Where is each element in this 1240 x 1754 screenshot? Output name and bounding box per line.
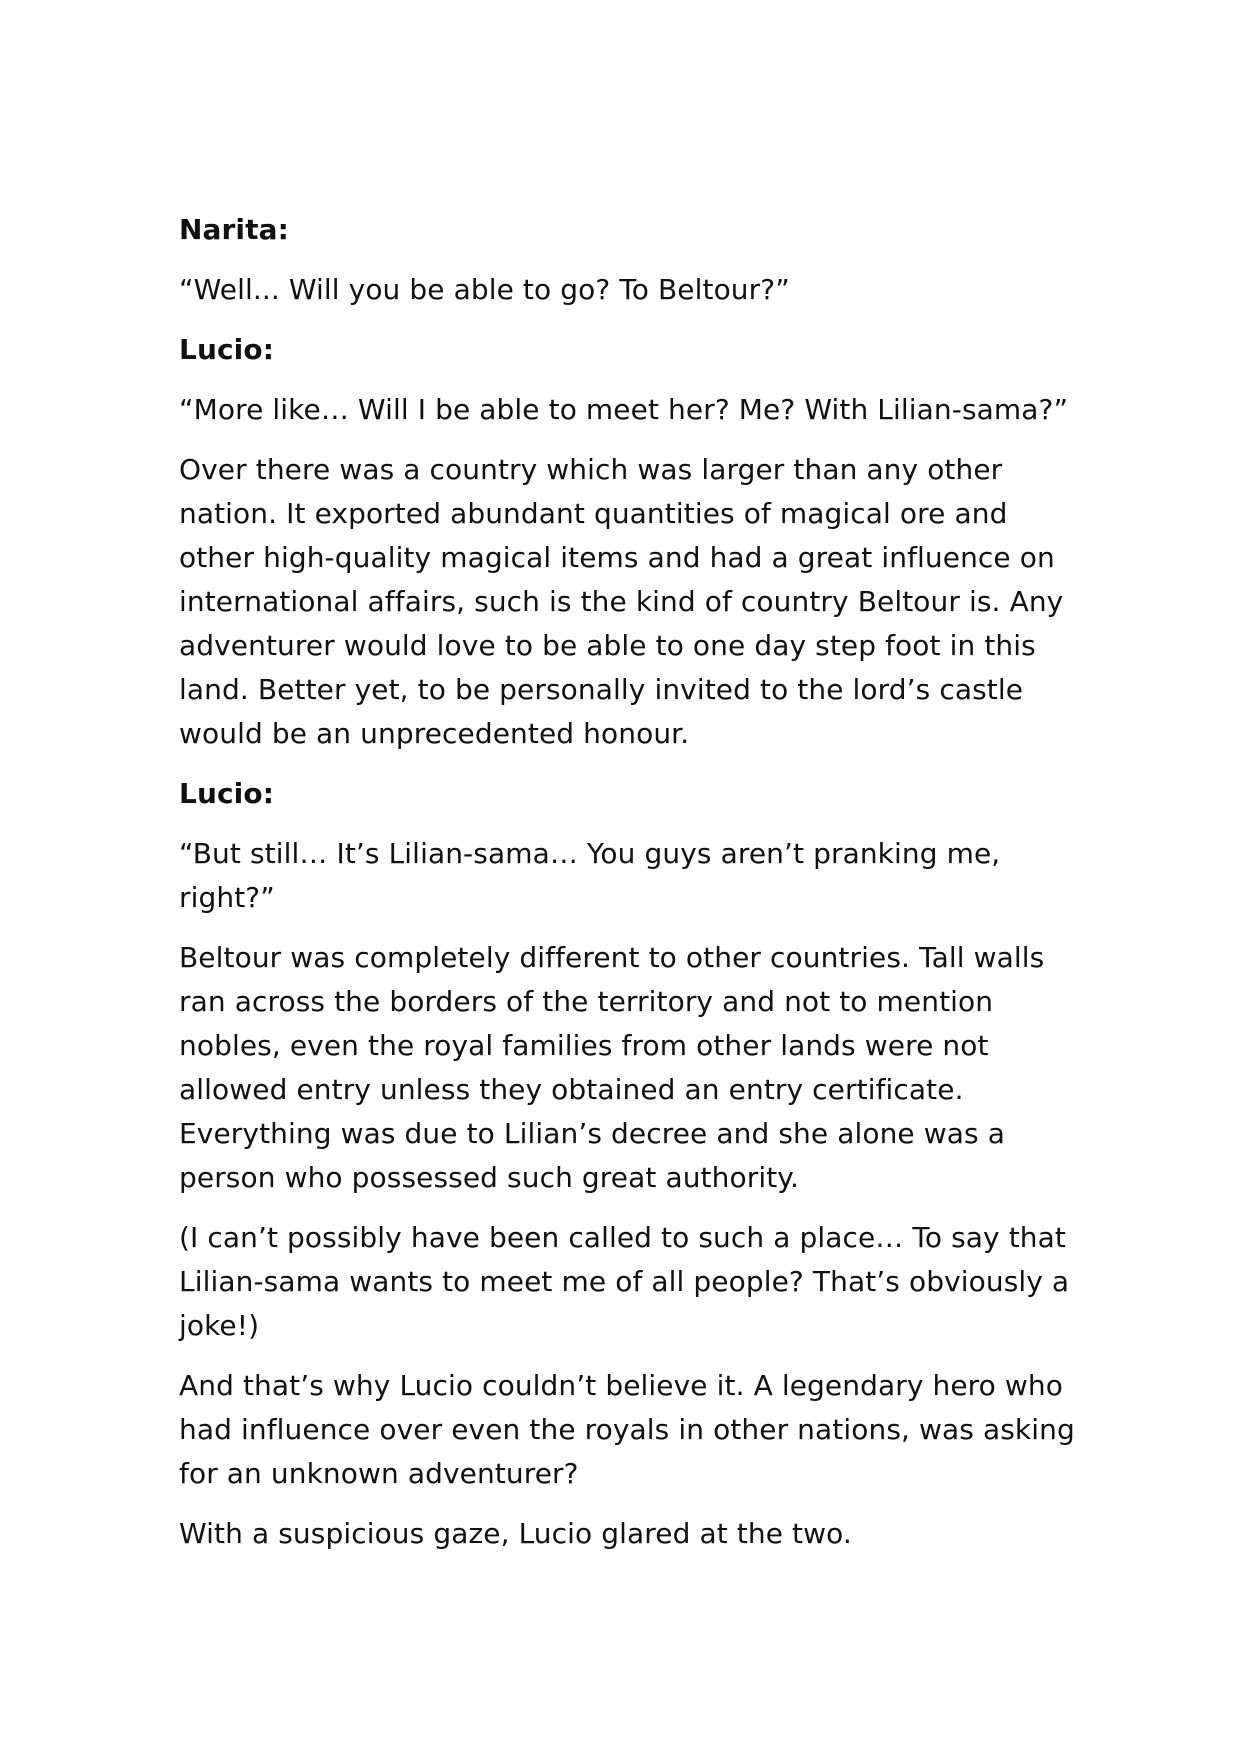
document-page xyxy=(179,208,1079,1572)
dialogue-line: “But still… It’s Lilian-sama… You guys aren’t pranking me, right?” xyxy=(179,837,1001,914)
inner-thought-paragraph: (I can’t possibly have been called to such a place… To say that Lilian-sama wants to meet me of all people? That’s obviously a joke!) xyxy=(179,1221,1070,1342)
dialogue-line: “Well... Will you be able to go? To Beltour?” xyxy=(179,273,790,306)
narration-paragraph: With a suspicious gaze, Lucio glared at the two. xyxy=(179,1517,852,1550)
narration-paragraph: And that’s why Lucio couldn’t believe it. A legendary hero who had influence over even the royals in other nations, was asking for an unknown adventurer? xyxy=(179,1369,1075,1490)
speaker-label-lucio: Lucio: xyxy=(179,777,275,810)
dialogue-line: “More like… Will I be able to meet her? Me? With Lilian-sama?” xyxy=(179,393,1069,426)
speaker-label-narita: Narita: xyxy=(179,213,289,246)
narration-paragraph: Over there was a country which was larger than any other nation. It exported abundant quantities of magical ore and other high-quality magical items and had a great influence on international affairs, such is the kind of country Beltour is. Any adventurer would love to be able to one day step foot in this land. Better yet, to be personally invited to the lord’s castle would be an unprecedented honour. xyxy=(179,453,1064,750)
narration-paragraph: Beltour was completely different to other countries. Tall walls ran across the borders of the territory and not to mention nobles, even the royal families from other lands were not allowed entry unless they obtained an entry certificate. Everything was due to Lilian’s decree and she alone was a person who possessed such great authority. xyxy=(179,941,1045,1194)
speaker-label-lucio: Lucio: xyxy=(179,333,275,366)
